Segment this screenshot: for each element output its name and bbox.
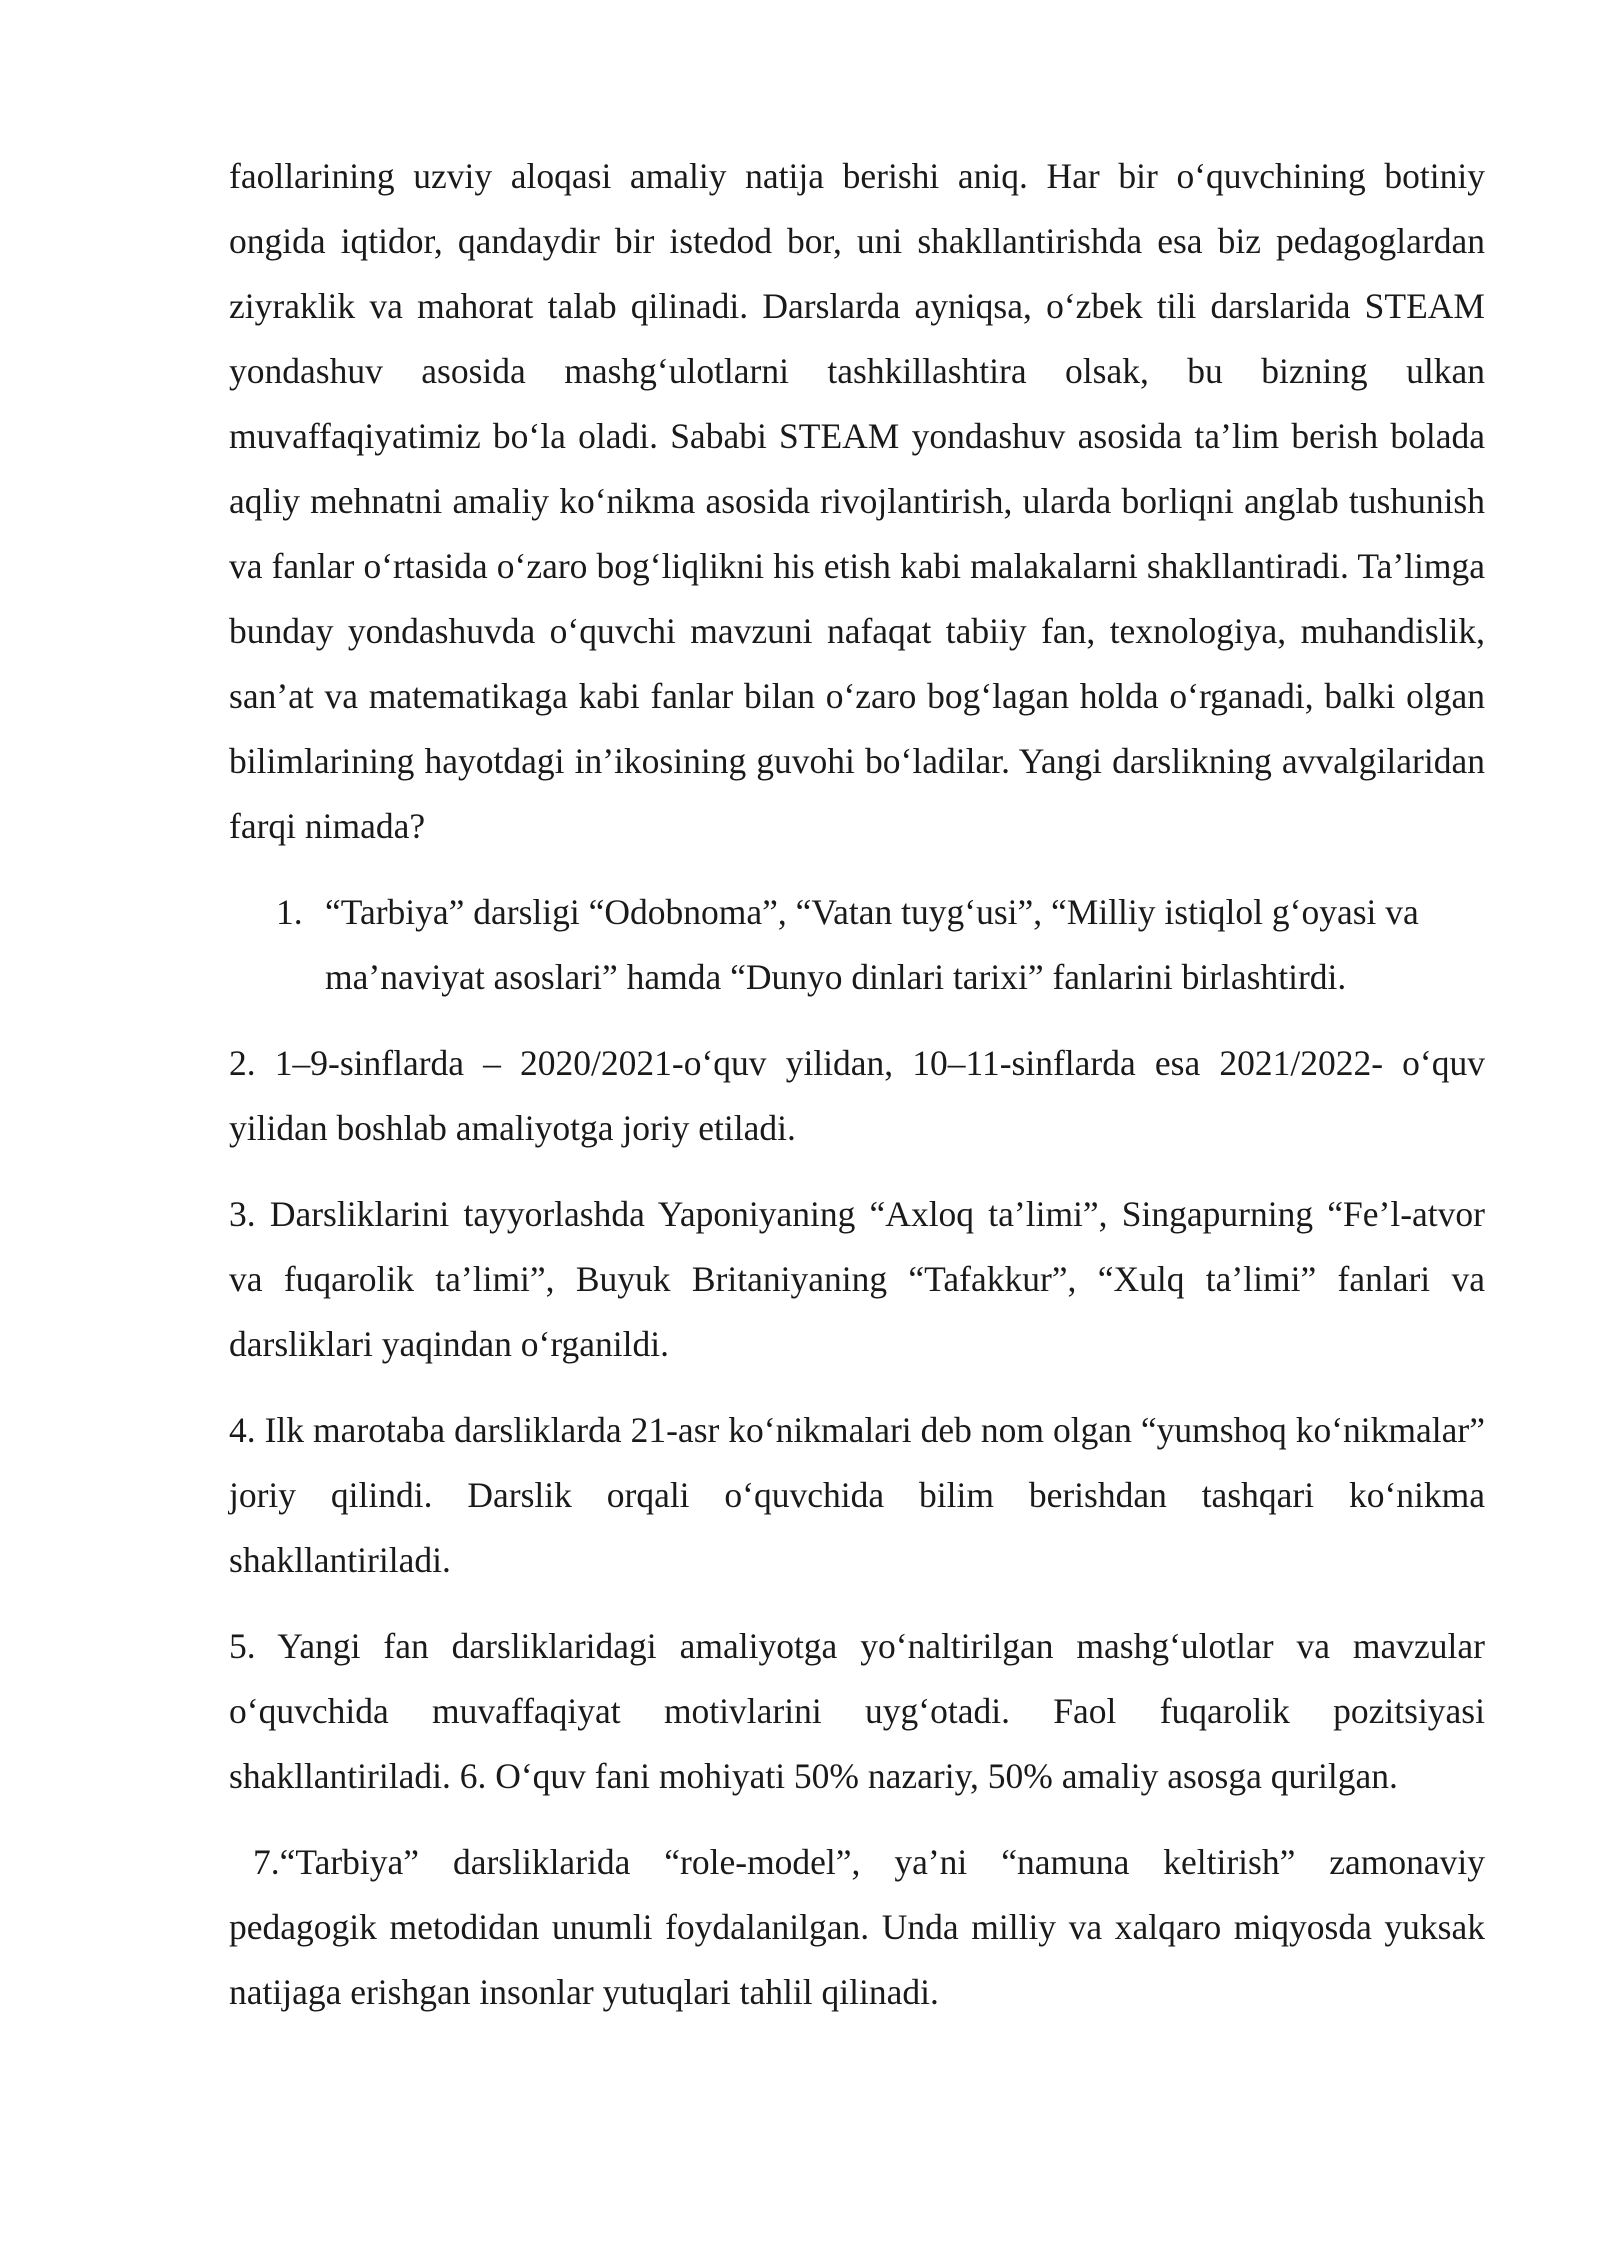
point-5-6-paragraph: 5. Yangi fan darsliklaridagi amaliyotga yo‘naltirilgan mashg‘ulotlar va mavzular o‘quvchida muvaffaqiyat motivlarini uyg‘otadi. Faol fuqarolik pozitsiyasi shakllantiriladi. 6. O‘quv fani mohiyati 50% nazariy, 50% amaliy asosga qurilgan. <box>229 1626 1485 1796</box>
point-7-paragraph: 7.“Tarbiya” darsliklarida “role-model”, ya’ni “namuna keltirish” zamonaviy pedagogik metodidan unumli foydalanilgan. Unda milliy va xalqaro miqyosda yuksak natijaga erishgan insonlar yutuqlari tahlil qilinadi. <box>229 1842 1485 2012</box>
list-item-text: “Tarbiya” darsligi “Odobnoma”, “Vatan tuyg‘usi”, “Milliy istiqlol g‘oyasi va ma’naviyat asoslari” hamda “Dunyo dinlari tarixi” fanlarini birlashtirdi. <box>325 892 1419 997</box>
point-2-paragraph: 2. 1–9-sinflarda – 2020/2021-o‘quv yilidan, 10–11-sinflarda esa 2021/2022- o‘quv yilidan boshlab amaliyotga joriy etiladi. <box>229 1043 1485 1148</box>
point-3-paragraph: 3. Darsliklarini tayyorlashda Yaponiyaning “Axloq ta’limi”, Singapurning “Fe’l-atvor va fuqarolik ta’limi”, Buyuk Britaniyaning “Tafakkur”, “Xulq ta’limi” fanlari va darsliklari yaqindan o‘rganildi. <box>229 1194 1485 1364</box>
numbered-list-item <box>229 880 1485 1010</box>
list-item-number: 1. <box>276 892 303 932</box>
point-4-paragraph: 4. Ilk marotaba darsliklarda 21-asr ko‘nikmalari deb nom olgan “yumshoq ko‘nikmalar” joriy qilindi. Darslik orqali o‘quvchida bilim berishdan tashqari ko‘nikma shakllantiriladi. <box>229 1410 1485 1580</box>
document-page <box>229 144 1485 2025</box>
intro-paragraph: faollarining uzviy aloqasi amaliy natija berishi aniq. Har bir o‘quvchining botiniy ongida iqtidor, qandaydir bir istedod bor, uni shakllantirishda esa biz pedagoglardan ziyraklik va mahorat talab qilinadi. Darslarda ayniqsa, o‘zbek tili darslarida STEAM yondashuv asosida mashg‘ulotlarni tashkillashtira olsak, bu bizning ulkan muvaffaqiyatimiz bo‘la oladi. Sababi STEAM yondashuv asosida ta’lim berish bolada aqliy mehnatni amaliy ko‘nikma asosida rivojlantirish, ularda borliqni anglab tushunish va fanlar o‘rtasida o‘zaro bog‘liqlikni his etish kabi malakalarni shakllantiradi. Ta’limga bunday yondashuvda o‘quvchi mavzuni nafaqat tabiiy fan, texnologiya, muhandislik, san’at va matematikaga kabi fanlar bilan o‘zaro bog‘lagan holda o‘rganadi, balki olgan bilimlarining hayotdagi in’ikosining guvohi bo‘ladilar. Yangi darslikning avvalgilaridan farqi nimada? <box>229 156 1485 846</box>
